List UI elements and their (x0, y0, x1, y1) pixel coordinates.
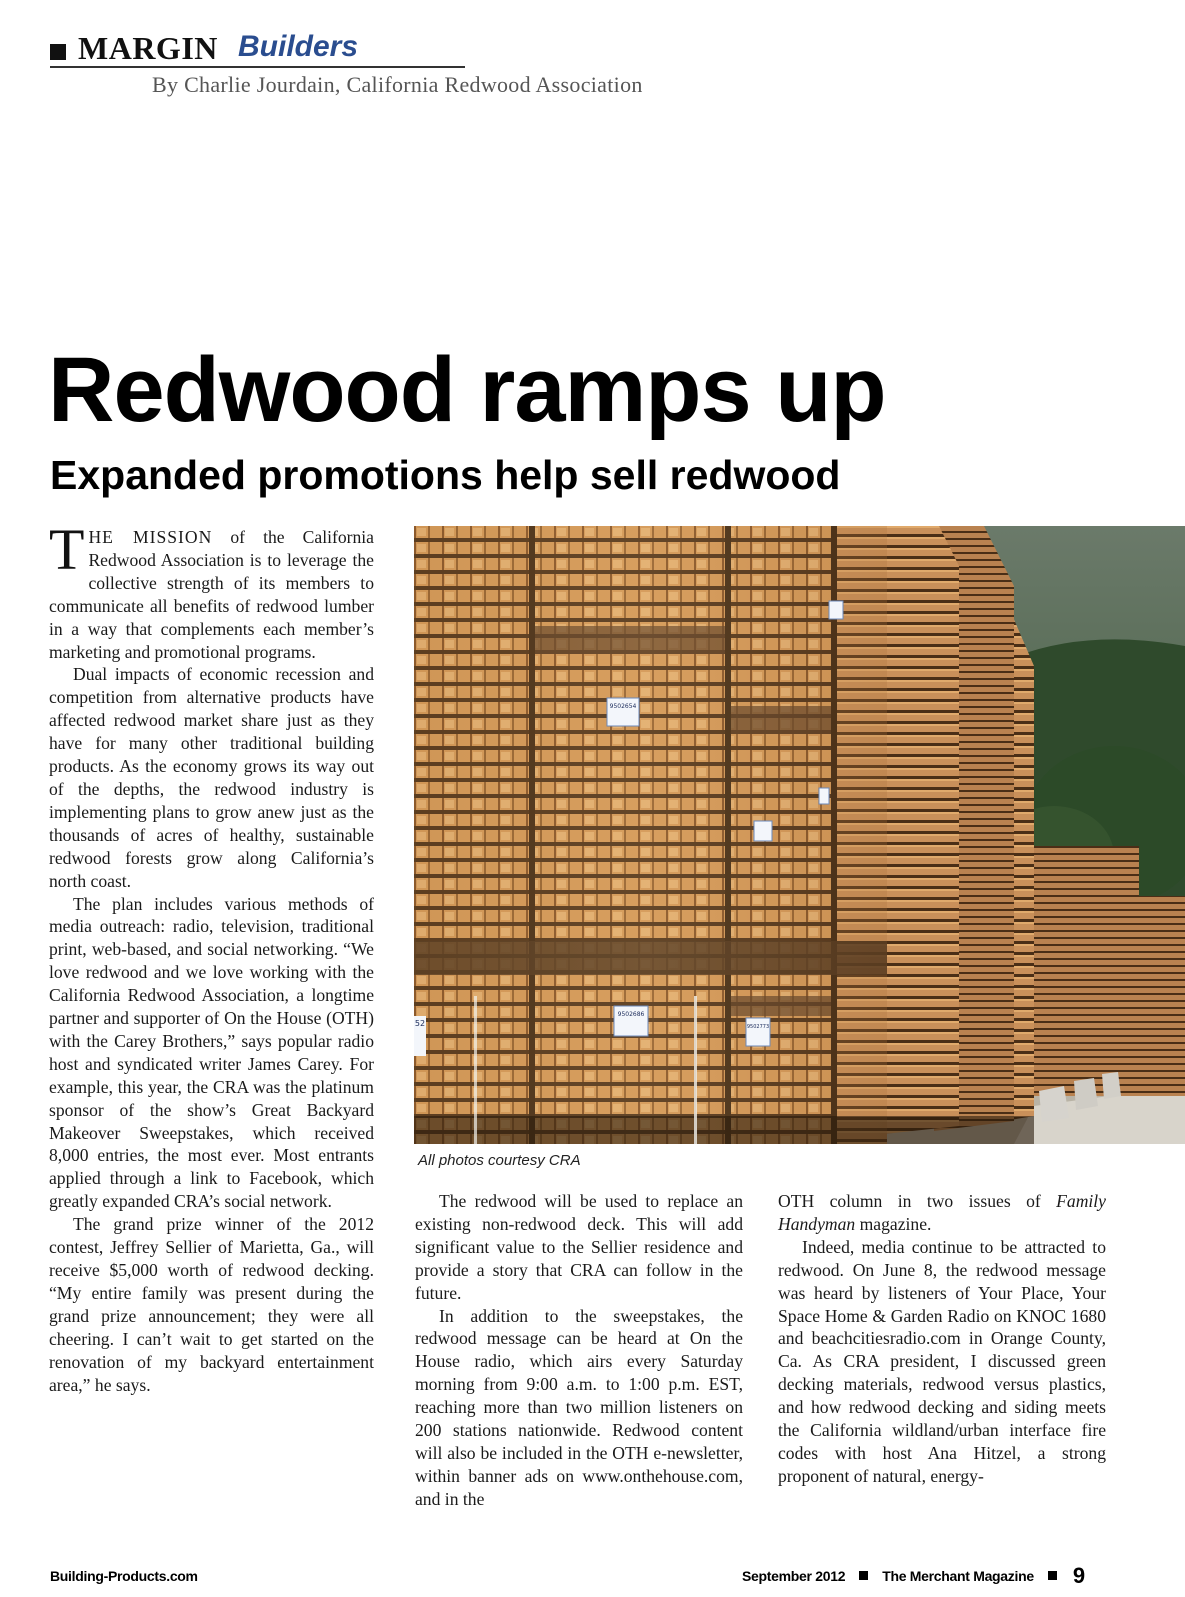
article-column-2 (415, 1190, 743, 1511)
photo-caption: All photos courtesy CRA (418, 1152, 581, 1169)
drop-cap: T (49, 517, 85, 582)
section-marker-square (50, 44, 66, 60)
footer-separator-square (1048, 1571, 1057, 1580)
section-label: MARGIN (78, 30, 218, 66)
lumber-tag (607, 698, 639, 726)
subheadline: Expanded promotions help sell redwood (50, 452, 841, 498)
paragraph-3: The plan includes various methods of media outreach: radio, television, traditional print, web-based, and social networking. “We love redwood and we love working with the California Redwood Association, a longtime partner and supporter of On the House (OTH) with the Carey Brothers,” says popular radio host and syndicated writer James Carey. For example, this year, the CRA was the platinum sponsor of the show’s Great Backyard Makeover Sweepstakes, which received 8,000 entries, the most ever. Most entrants applied through a link to Facebook, which greatly expanded CRA’s social network. (49, 893, 374, 1212)
header-rule (50, 66, 465, 68)
article-column-1 (49, 517, 374, 1396)
lead-text: of the California Redwood Association is to leverage the collective strength of its members to communicate all benefits of redwood lumber in a way that complements each member’s marketing and promotional programs. (49, 527, 374, 662)
lead-smallcaps: HE MISSION (88, 527, 213, 547)
paragraph-5: The redwood will be used to replace an existing non-redwood deck. This will add significant value to the Sellier residence and provide a story that CRA can follow in the future. (415, 1191, 743, 1303)
lumber-tag (746, 1018, 770, 1046)
lumber-tag (614, 1006, 648, 1036)
footer-separator-square (859, 1571, 868, 1580)
svg-text:9502654: 9502654 (609, 703, 637, 710)
paragraph-2: Dual impacts of economic recession and competition from alternative products have affected redwood market share just as they have for many other traditional building products. As the economy grows its way out of the depths, the redwood industry is implementing plans to grow anew just as the thousands of acres of healthy, sustainable redwood forests grow along California’s north coast. (49, 664, 374, 891)
svg-text:52: 52 (414, 1019, 426, 1028)
paragraph-7: OTH column in two issues of Family Handyman magazine. (778, 1191, 1106, 1234)
svg-text:9502686: 9502686 (617, 1011, 645, 1018)
lumber-photo-illustration (414, 526, 1185, 1144)
lead-paragraph (49, 517, 374, 663)
paragraph-4: The grand prize winner of the 2012 contest, Jeffrey Sellier of Marietta, Ga., will receive $5,000 worth of redwood decking. “My entire family was present during the grand prize announcement; they were all cheering. I can’t wait to get started on the renovation of my backyard entertainment area,” he says. (49, 1214, 374, 1395)
footer-magazine: The Merchant Magazine (882, 1568, 1034, 1584)
magazine-title: Family Handyman (778, 1191, 1106, 1234)
paragraph-6: In addition to the sweepstakes, the redwood message can be heard at On the House radio, which airs every Saturday morning from 9:00 a.m. to 1:00 p.m. EST, reaching more than two million listeners on 200 stations nationwide. Redwood content will also be included in the OTH e-newsletter, within banner ads on www.onthehouse.com, and in the (415, 1305, 743, 1509)
headline: Redwood ramps up (48, 339, 886, 441)
page-number: 9 (1072, 1563, 1085, 1588)
article-column-3 (778, 1190, 1106, 1488)
section-label-accent: Builders (238, 30, 359, 63)
lumber-stacks-photo (414, 526, 1185, 1144)
lumber-tag (414, 1016, 426, 1056)
footer-folio (742, 1563, 1085, 1589)
svg-text:9502773: 9502773 (746, 1024, 770, 1030)
footer-date: September 2012 (742, 1568, 846, 1584)
paragraph-8: Indeed, media continue to be attracted to redwood. On June 8, the redwood message was heard by listeners of Your Place, Your Space Home & Garden Radio on KNOC 1680 and beachcitiesradio.com in Orange County, Ca. As CRA president, I discussed green decking materials, redwood versus plastics, and how redwood decking and siding meets the California wildland/urban interface fire codes with host Ana Hitzel, a strong proponent of natural, energy- (778, 1236, 1106, 1486)
byline: By Charlie Jourdain, California Redwood Association (152, 72, 643, 97)
footer-website: Building-Products.com (50, 1568, 198, 1584)
